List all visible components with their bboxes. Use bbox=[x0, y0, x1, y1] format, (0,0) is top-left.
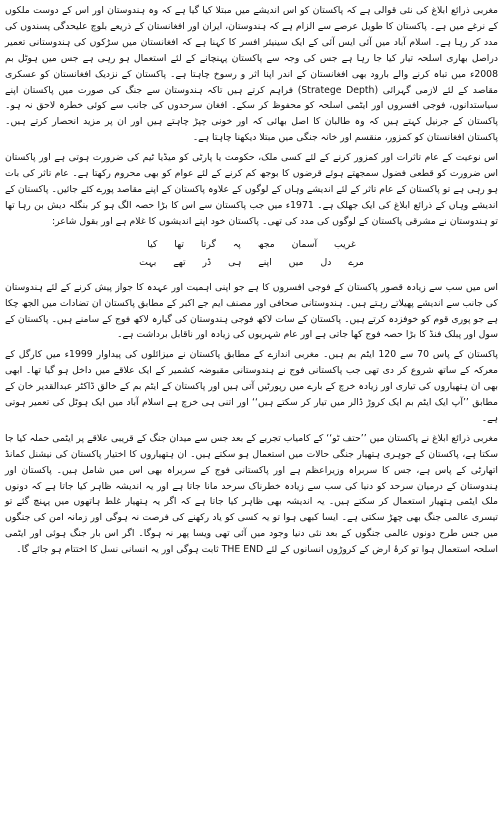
poem-line: مرے دل میں اپنے ہی ڈر تھے بہت bbox=[139, 256, 364, 268]
article-paragraph: مغربی ذرائع ابلاغ کی نئی قوالی ہے کہ پاکستان کو اس اندیشے میں مبتلا کیا گیا ہے کہ وہ ہندوستان اور اس کے دوست ملکوں کے نرغے میں ہے۔ پاکستان کا طویل عرصے سے الزام ہے کہ ہندوستان، ایران اور افغانستان کے ذریعے بلوچ علیحدگی پسندوں کی مدد کر رہا ہے۔ اسلام آباد میں آئی ایس آئی کے ایک سینیئر افسر کا کہنا ہے کہ افغانستان میں سڑکوں کی ہندوستانی تعمیر دراصل بھاری اسلحہ تیار کیا جا رہا ہے جس کی وجہ سے پاکستان پہنچانے کے لئے استعمال ہو رہی ہے جس میں ہوٹل بم 2008ء میں تباہ کرنے والے بارود بھی افغانستان کے اندر اپنا اثر و رسوخ چاہتا ہے۔ پاکستان کے نزدیک افغانستان کو عسکری مقاصد کے لئے لازمی گہرائی (Stratege Depth) فراہم کرتے ہیں تاکہ ہندوستان سے جنگ کی صورت میں پاکستان اپنے سیاستدانوں، فوجی افسروں اور ایٹمی اسلحہ کو محفوظ کر سکے۔ افغان سرحدوں کی جانب سے کوئی خطرہ لاحق نہ ہو۔ پاکستان کے جرنیل کہتے ہیں کہ وہ طالبان کا اصل بھائی کہ اور خونی چپڑ چاہتے ہیں اور ان پر مزید انحصار کرتے ہیں۔ پاکستان افغانستان کو کمزور، منقسم اور خانہ جنگی میں مبتلا دیکھنا چاہتا ہے۔ bbox=[5, 5, 498, 144]
article-paragraph: اس میں سب سے زیادہ قصور پاکستان کے فوجی افسروں کا ہے جو اپنی اہمیت اور عہدہ کا جواز پیش کرنے کے لئے ہندوستان کی جانب سے اندیشے پھیلاتے رہتے ہیں۔ ہندوستانی صحافی اور مصنف ایم جے اکبر کے مطابق پاکستان ان تضادات میں الجھ چکا ہے جو پوری قوم کو خوفزدہ کرتے ہیں۔ پاکستان کے سات لاکھ فوجی ہندوستان کی گیارہ لاکھ فوج کے سامنے ہیں۔ پاکستان کے سول اور پبلک فنڈ کا بڑا حصہ فوج کھا جاتی ہے اور عام شہریوں کی زیادہ اور ناقابل برداشت ہے۔ bbox=[5, 281, 498, 341]
poem-line: غریب آسمان مجھ پہ گرتا تھا کیا bbox=[147, 238, 356, 250]
article-paragraph: اس نوعیت کے عام تاثرات اور کمزور کرنے کے لئے کسی ملک، حکومت یا پارٹی کو میڈیا ٹیم کی ضرورت ہوتی ہے اور پاکستان اس ضرورت کو قطعی فضول سمجھتے ہوئے قرضوں کا بوجھ کم کرنے کے لئے عوام کو بھی محروم رکھتا ہے۔ عام تاثر کی بات ہو رہی ہے تو پاکستان کے عام تاثر کے لئے اندیشے وہاں کے لوگوں کے علاوہ پاکستان کے اپنے مقاصد پورے کئے جائیں۔ پاکستان کے اندیشے وہاں کے ذرائع ابلاغ کی ایک جھلک ہے۔ 1971ء میں جب پاکستان سے اس کا بڑا حصہ الگ ہو کر بنگلہ دیش بن رہا تھا تو ہندوستان نے مشرقی پاکستان کے لوگوں کی مدد کی تھی۔ پاکستان خود اپنے اندیشوں کا غلام ہے اور بقول شاعر: bbox=[5, 152, 498, 227]
article-paragraph: پاکستان کے پاس 70 سے 120 ایٹم بم ہیں۔ مغربی اندازے کے مطابق پاکستان نے میزائلوں کی پیداوار 1999ء میں کارگل کے معرکہ کے ساتھ شروع کر دی تھی جب پاکستانی فوج نے ہندوستانی مقبوضہ کشمیر کے ایک علاقے میں داخل ہو گیا تھا۔ ابھی بھی ان ہتھیاروں کی تیاری اور زیادہ خرچ کے بارے میں رپورٹیں آتی ہیں اور پاکستان کے ایٹم بم کے خالق ڈاکٹر عبدالقدیر خان کے مطابق ’’آپ ایک ایٹم بم ایک کروڑ ڈالر میں تیار کر سکتے ہیں‘‘ اور اتنی ہی خرچ ہے اسلام آباد میں ایک ہوٹل کی تعمیر ہوتی ہے۔ bbox=[5, 349, 498, 424]
poem-couplet bbox=[5, 236, 498, 272]
article-paragraph: مغربی ذرائع ابلاغ نے پاکستان میں ’’حتف ٹو‘‘ کے کامیاب تجربے کے بعد جس سے میدان جنگ کے قریبی علاقے پر ایٹمی حملہ کیا جا سکتا ہے، پاکستان کے جوہری ہتھیار جنگی حالات میں استعمال ہو سکتے ہیں۔ ان ہتھیاروں کا اختیار پاکستان کی نیشنل کمانڈ اتھارٹی کے پاس ہے، جس کا سربراہ وزیراعظم ہے اور پاکستانی فوج کے سربراہ بھی اس میں شامل ہیں۔ پاکستان اور ہندوستان کے درمیان سرحد کو دنیا کی سب سے زیادہ خطرناک سرحد مانا جاتا ہے اور یہ اندیشہ ظاہر کیا جاتا ہے کہ دونوں ملک ایٹمی ہتھیار استعمال کر سکتے ہیں۔ یہ اندیشہ بھی ظاہر کیا جاتا ہے کہ اگر یہ ہتھیار غلط ہاتھوں میں پہنچ گئے تو تیسری عالمی جنگ بھی چھڑ سکتی ہے۔ ایسا کبھی ہوا تو یہ کسی کو یاد رکھنے کی فرصت نہ ہوگی اور زمانہ امن کی جنگوں میں جس طرح دونوں عالمی جنگوں کے بعد نئی دنیا وجود میں آئی تھی ویسا پھر نہ ہوگا۔ اگر اس بار جنگ ہوئی اور ایٹمی اسلحہ استعمال ہوا تو کرۂ ارض کے کروڑوں انسانوں کے لئے THE END ثابت ہوگی اور یہ انسانی نسل کا اختتام ہو جائے گا۔ bbox=[5, 432, 498, 556]
